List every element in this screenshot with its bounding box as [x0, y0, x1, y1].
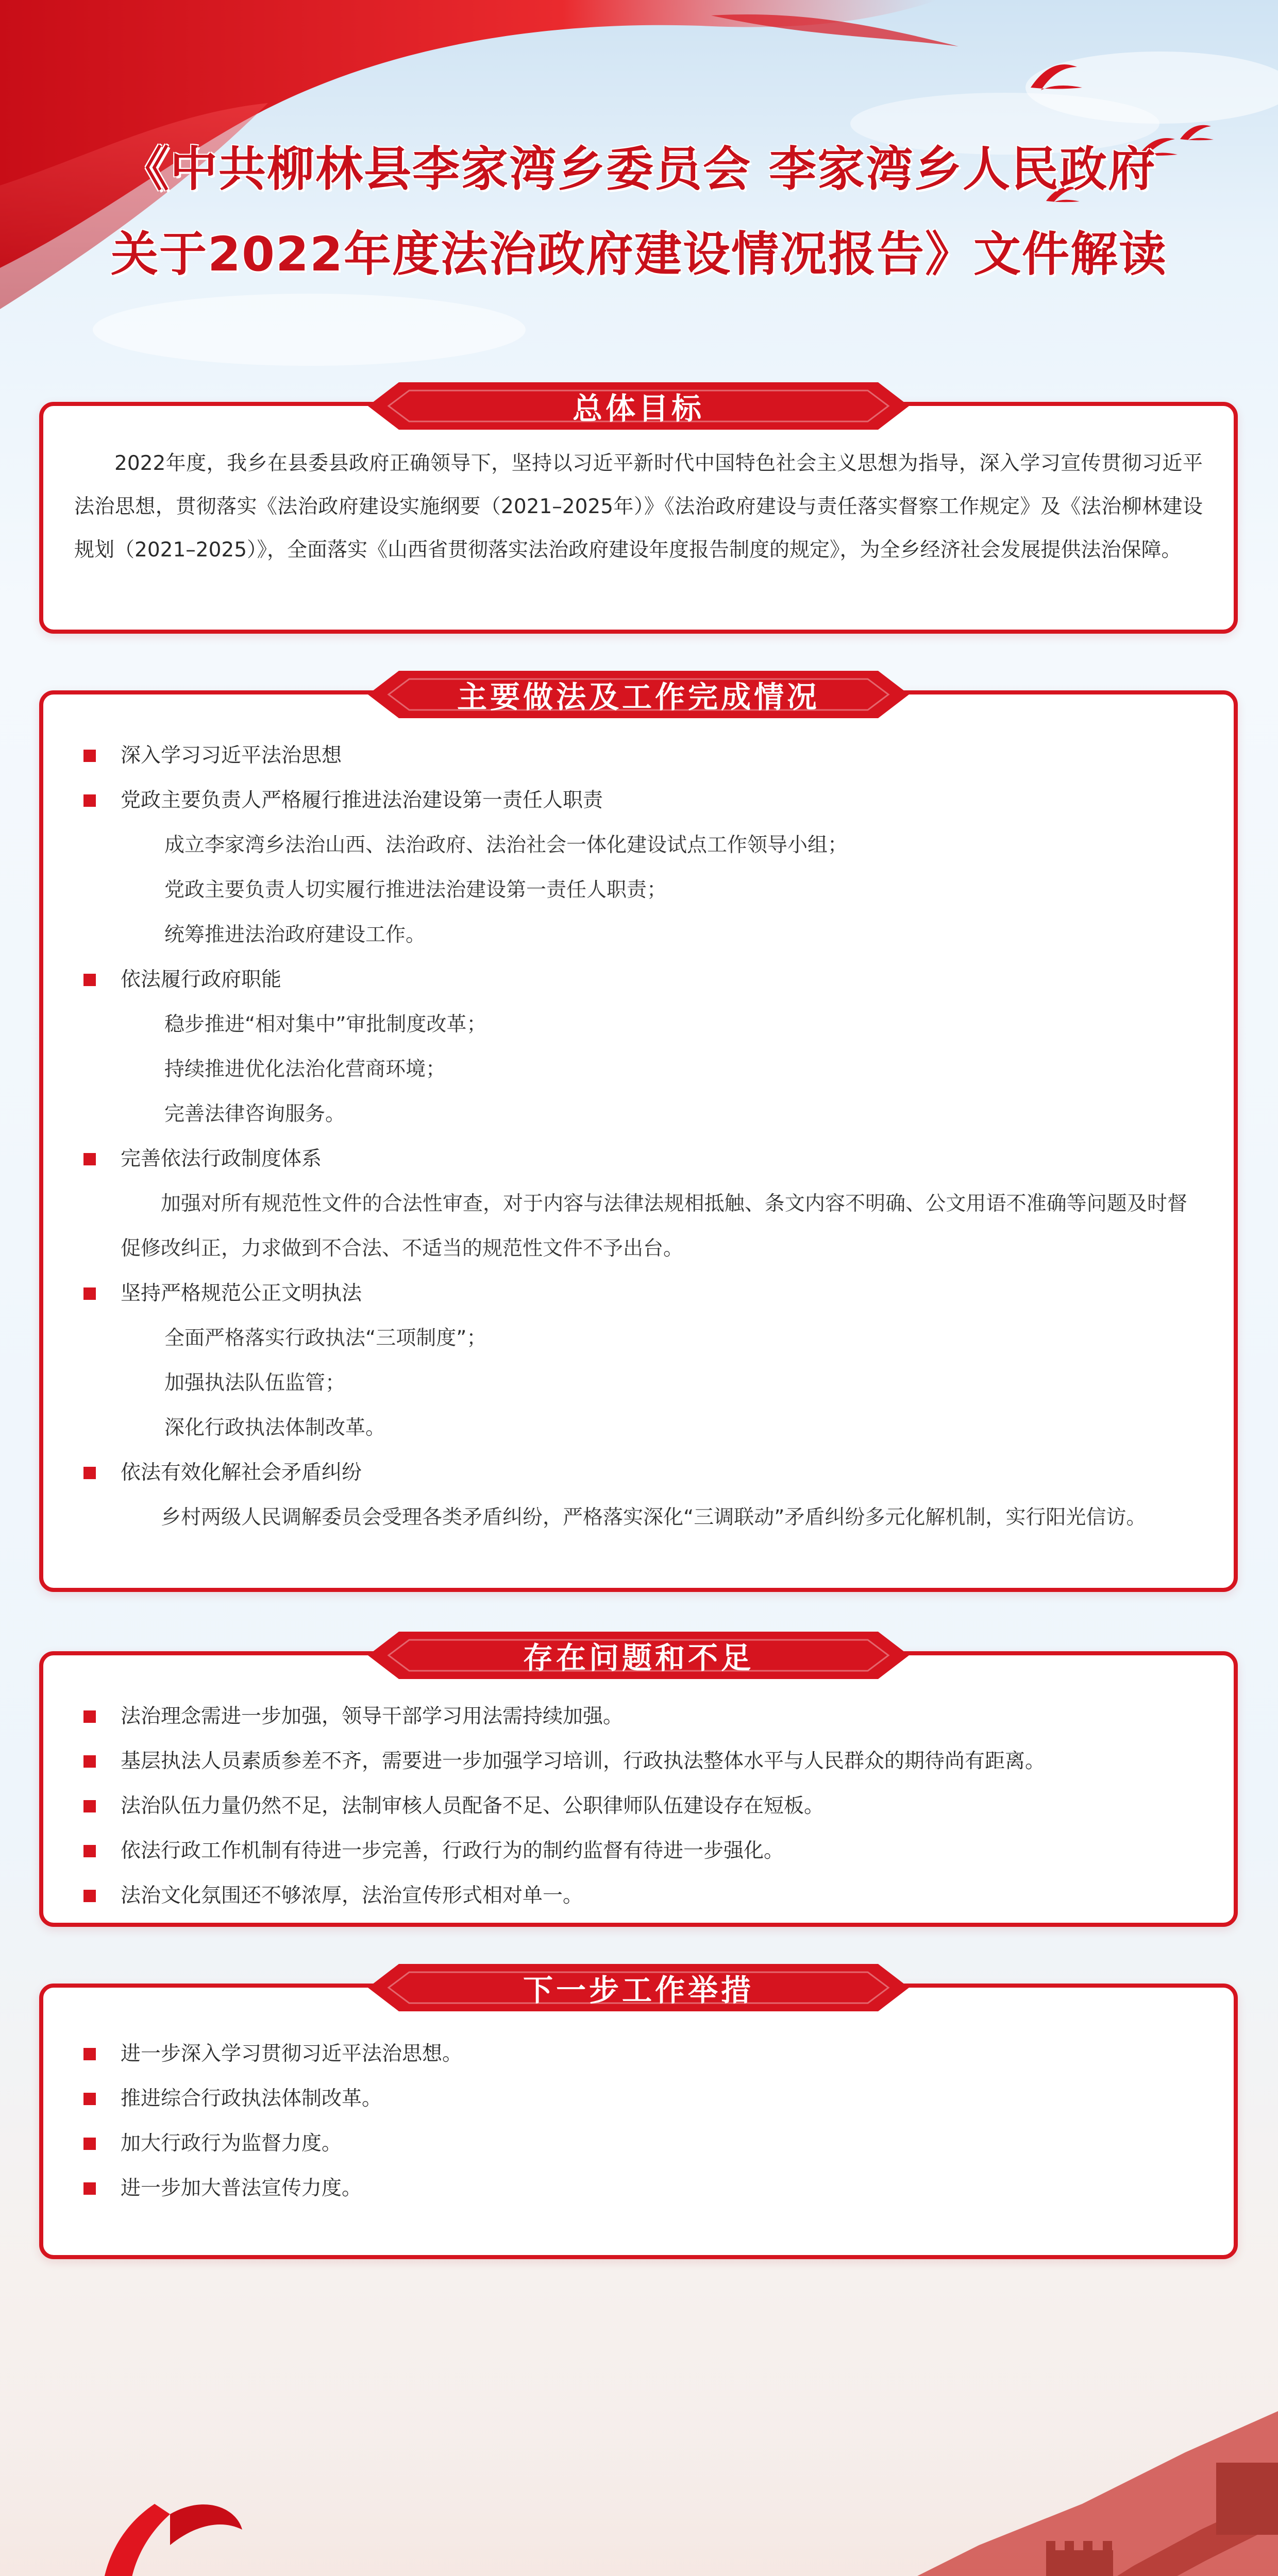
list-item: 基层执法人员素质参差不齐，需要进一步加强学习培训，行政执法整体水平与人民群众的期待尚有距离。: [43, 1739, 1234, 1784]
section-main-practices: [39, 680, 1238, 1592]
list-item: 依法履行政府职能: [43, 957, 1234, 1002]
square-bullet-icon: [83, 1153, 96, 1165]
section-paragraph: 2022年度，我乡在县委县政府正确领导下，坚持以习近平新时代中国特色社会主义思想为指导，深入学习宣传贯彻习近平法治思想，贯彻落实《法治政府建设实施纲要（2021–2025年）》《法治政府建设与责任落实督察工作规定》及《法治柳林建设规划（2021–2025）》，全面落实《山西省贯彻落实法治政府建设年度报告制度的规定》，为全乡经济社会发展提供法治保障。: [74, 452, 1203, 562]
list-item: 进一步深入学习贯彻习近平法治思想。: [43, 2031, 1234, 2076]
section-header: [368, 1964, 909, 2011]
sub-item: 成立李家湾乡法治山西、法治政府、法治社会一体化建设试点工作领导小组；: [164, 834, 848, 857]
section-title: 总体目标: [572, 391, 704, 426]
list-item: 坚持严格规范公正文明执法: [43, 1271, 1234, 1316]
sub-item: 深化行政执法体制改革。: [164, 1416, 386, 1439]
sub-paragraph: 乡村两级人民调解委员会受理各类矛盾纠纷，严格落实深化“三调联动”矛盾纠纷多元化解机制，实行阳光信访。: [161, 1506, 1147, 1529]
title-line-1: 《中共柳林县李家湾乡委员会 李家湾乡人民政府: [121, 142, 1157, 197]
square-bullet-icon: [83, 794, 96, 807]
square-bullet-icon: [83, 1287, 96, 1300]
square-bullet-icon: [83, 1845, 96, 1857]
list-item: 推进综合行政执法体制改革。: [43, 2076, 1234, 2121]
list-item: 完善依法行政制度体系: [43, 1137, 1234, 1181]
square-bullet-icon: [83, 2138, 96, 2150]
document-title: [0, 0, 1278, 361]
square-bullet-icon: [83, 2093, 96, 2105]
list-item: 法治理念需进一步加强，领导干部学习用法需持续加强。: [43, 1694, 1234, 1739]
section-title: 主要做法及工作完成情况: [457, 680, 820, 715]
sub-item: 完善法律咨询服务。: [164, 1103, 346, 1126]
square-bullet-icon: [83, 2182, 96, 2195]
square-bullet-icon: [83, 1467, 96, 1479]
title-line-2: 关于2022年度法治政府建设情况报告》文件解读: [110, 227, 1168, 282]
sub-item: 全面严格落实行政执法“三项制度”；: [164, 1327, 487, 1350]
list-item: 法治文化氛围还不够浓厚，法治宣传形式相对单一。: [43, 1873, 1234, 1918]
list-item: 加大行政行为监督力度。: [43, 2121, 1234, 2166]
square-bullet-icon: [83, 1800, 96, 1812]
list-item: 法治队伍力量仍然不足，法制审核人员配备不足、公职律师队伍建设存在短板。: [43, 1784, 1234, 1828]
section-header: [368, 382, 909, 430]
section-next-steps: [39, 1973, 1238, 2259]
square-bullet-icon: [83, 1890, 96, 1902]
sub-item: 稳步推进“相对集中”审批制度改革；: [164, 1013, 487, 1036]
section-title: 存在问题和不足: [523, 1640, 754, 1675]
section-title: 下一步工作举措: [523, 1973, 754, 2008]
great-wall-skyline-illustration: [0, 2308, 1278, 2576]
square-bullet-icon: [83, 974, 96, 986]
list-item: 深入学习习近平法治思想: [43, 733, 1234, 778]
sub-item: 统筹推进法治政府建设工作。: [164, 923, 426, 946]
sub-item: 党政主要负责人切实履行推进法治建设第一责任人职责；: [164, 878, 667, 902]
square-bullet-icon: [83, 2048, 96, 2060]
square-bullet-icon: [83, 1755, 96, 1768]
section-header: [368, 671, 909, 718]
section-overall-goal: [39, 391, 1238, 634]
list-item: 依法有效化解社会矛盾纠纷: [43, 1450, 1234, 1495]
sub-item: 加强执法队伍监管；: [164, 1371, 346, 1395]
section-header: [368, 1632, 909, 1679]
square-bullet-icon: [83, 750, 96, 762]
list-item: 党政主要负责人严格履行推进法治建设第一责任人职责: [43, 778, 1234, 823]
square-bullet-icon: [83, 1710, 96, 1723]
sub-paragraph: 加强对所有规范性文件的合法性审查，对于内容与法律法规相抵触、条文内容不明确、公文用语不准确等问题及时督促修改纠正，力求做到不合法、不适当的规范性文件不予出台。: [121, 1192, 1187, 1260]
list-item: 依法行政工作机制有待进一步完善，行政行为的制约监督有待进一步强化。: [43, 1828, 1234, 1873]
list-item: 进一步加大普法宣传力度。: [43, 2166, 1234, 2211]
sub-item: 持续推进优化法治化营商环境；: [164, 1058, 446, 1081]
section-problems: [39, 1640, 1238, 1927]
